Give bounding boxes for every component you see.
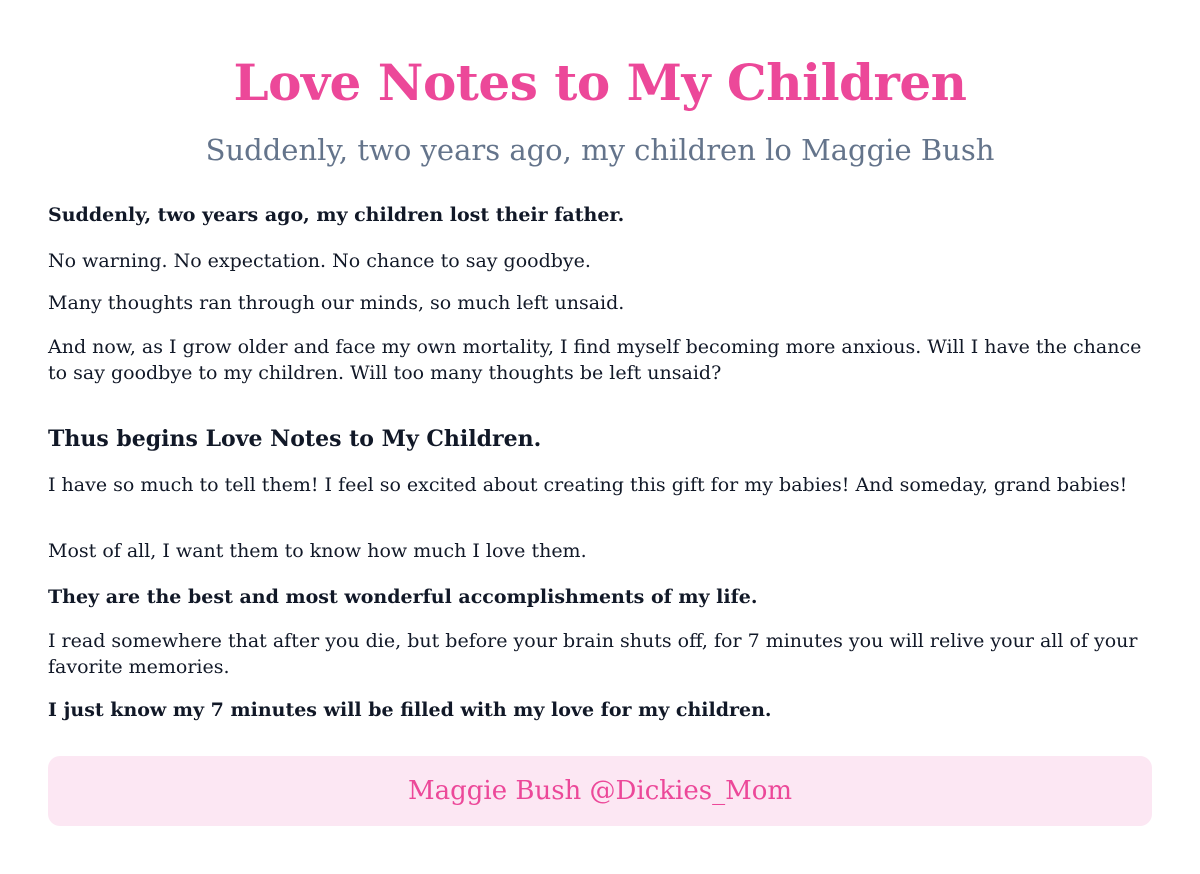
paragraph-thoughts: Many thoughts ran through our minds, so much left unsaid. <box>48 292 625 314</box>
page-subtitle: Suddenly, two years ago, my children lo Maggie Bush <box>205 133 995 167</box>
paragraph-accomplishments: They are the best and most wonderful accomplishments of my life. <box>48 586 758 608</box>
paragraph-excited: I have so much to tell them! I feel so excited about creating this gift for my babies! And someday, grand babies! <box>48 474 1128 496</box>
paragraph-opening: Suddenly, two years ago, my children lost their father. <box>48 204 625 226</box>
page-title: Love Notes to My Children <box>233 53 967 112</box>
paragraph-mortality: And now, as I grow older and face my own mortality, I find myself becoming more anxious. Will I have the chance to say goodbye to my children. Will too many thoughts be left unsaid? <box>48 336 1142 384</box>
paragraph-love: Most of all, I want them to know how much I love them. <box>48 540 587 562</box>
author-footer <box>48 756 1152 826</box>
paragraph-memories: I read somewhere that after you die, but before your brain shuts off, for 7 minutes you will relive your all of your favorite memories. <box>48 630 1138 678</box>
author-signature: Maggie Bush @Dickies_Mom <box>407 776 793 806</box>
paragraph-closing: I just know my 7 minutes will be filled with my love for my children. <box>48 699 772 721</box>
paragraph-no-warning: No warning. No expectation. No chance to say goodbye. <box>48 250 591 272</box>
section-heading: Thus begins Love Notes to My Children. <box>48 426 542 452</box>
